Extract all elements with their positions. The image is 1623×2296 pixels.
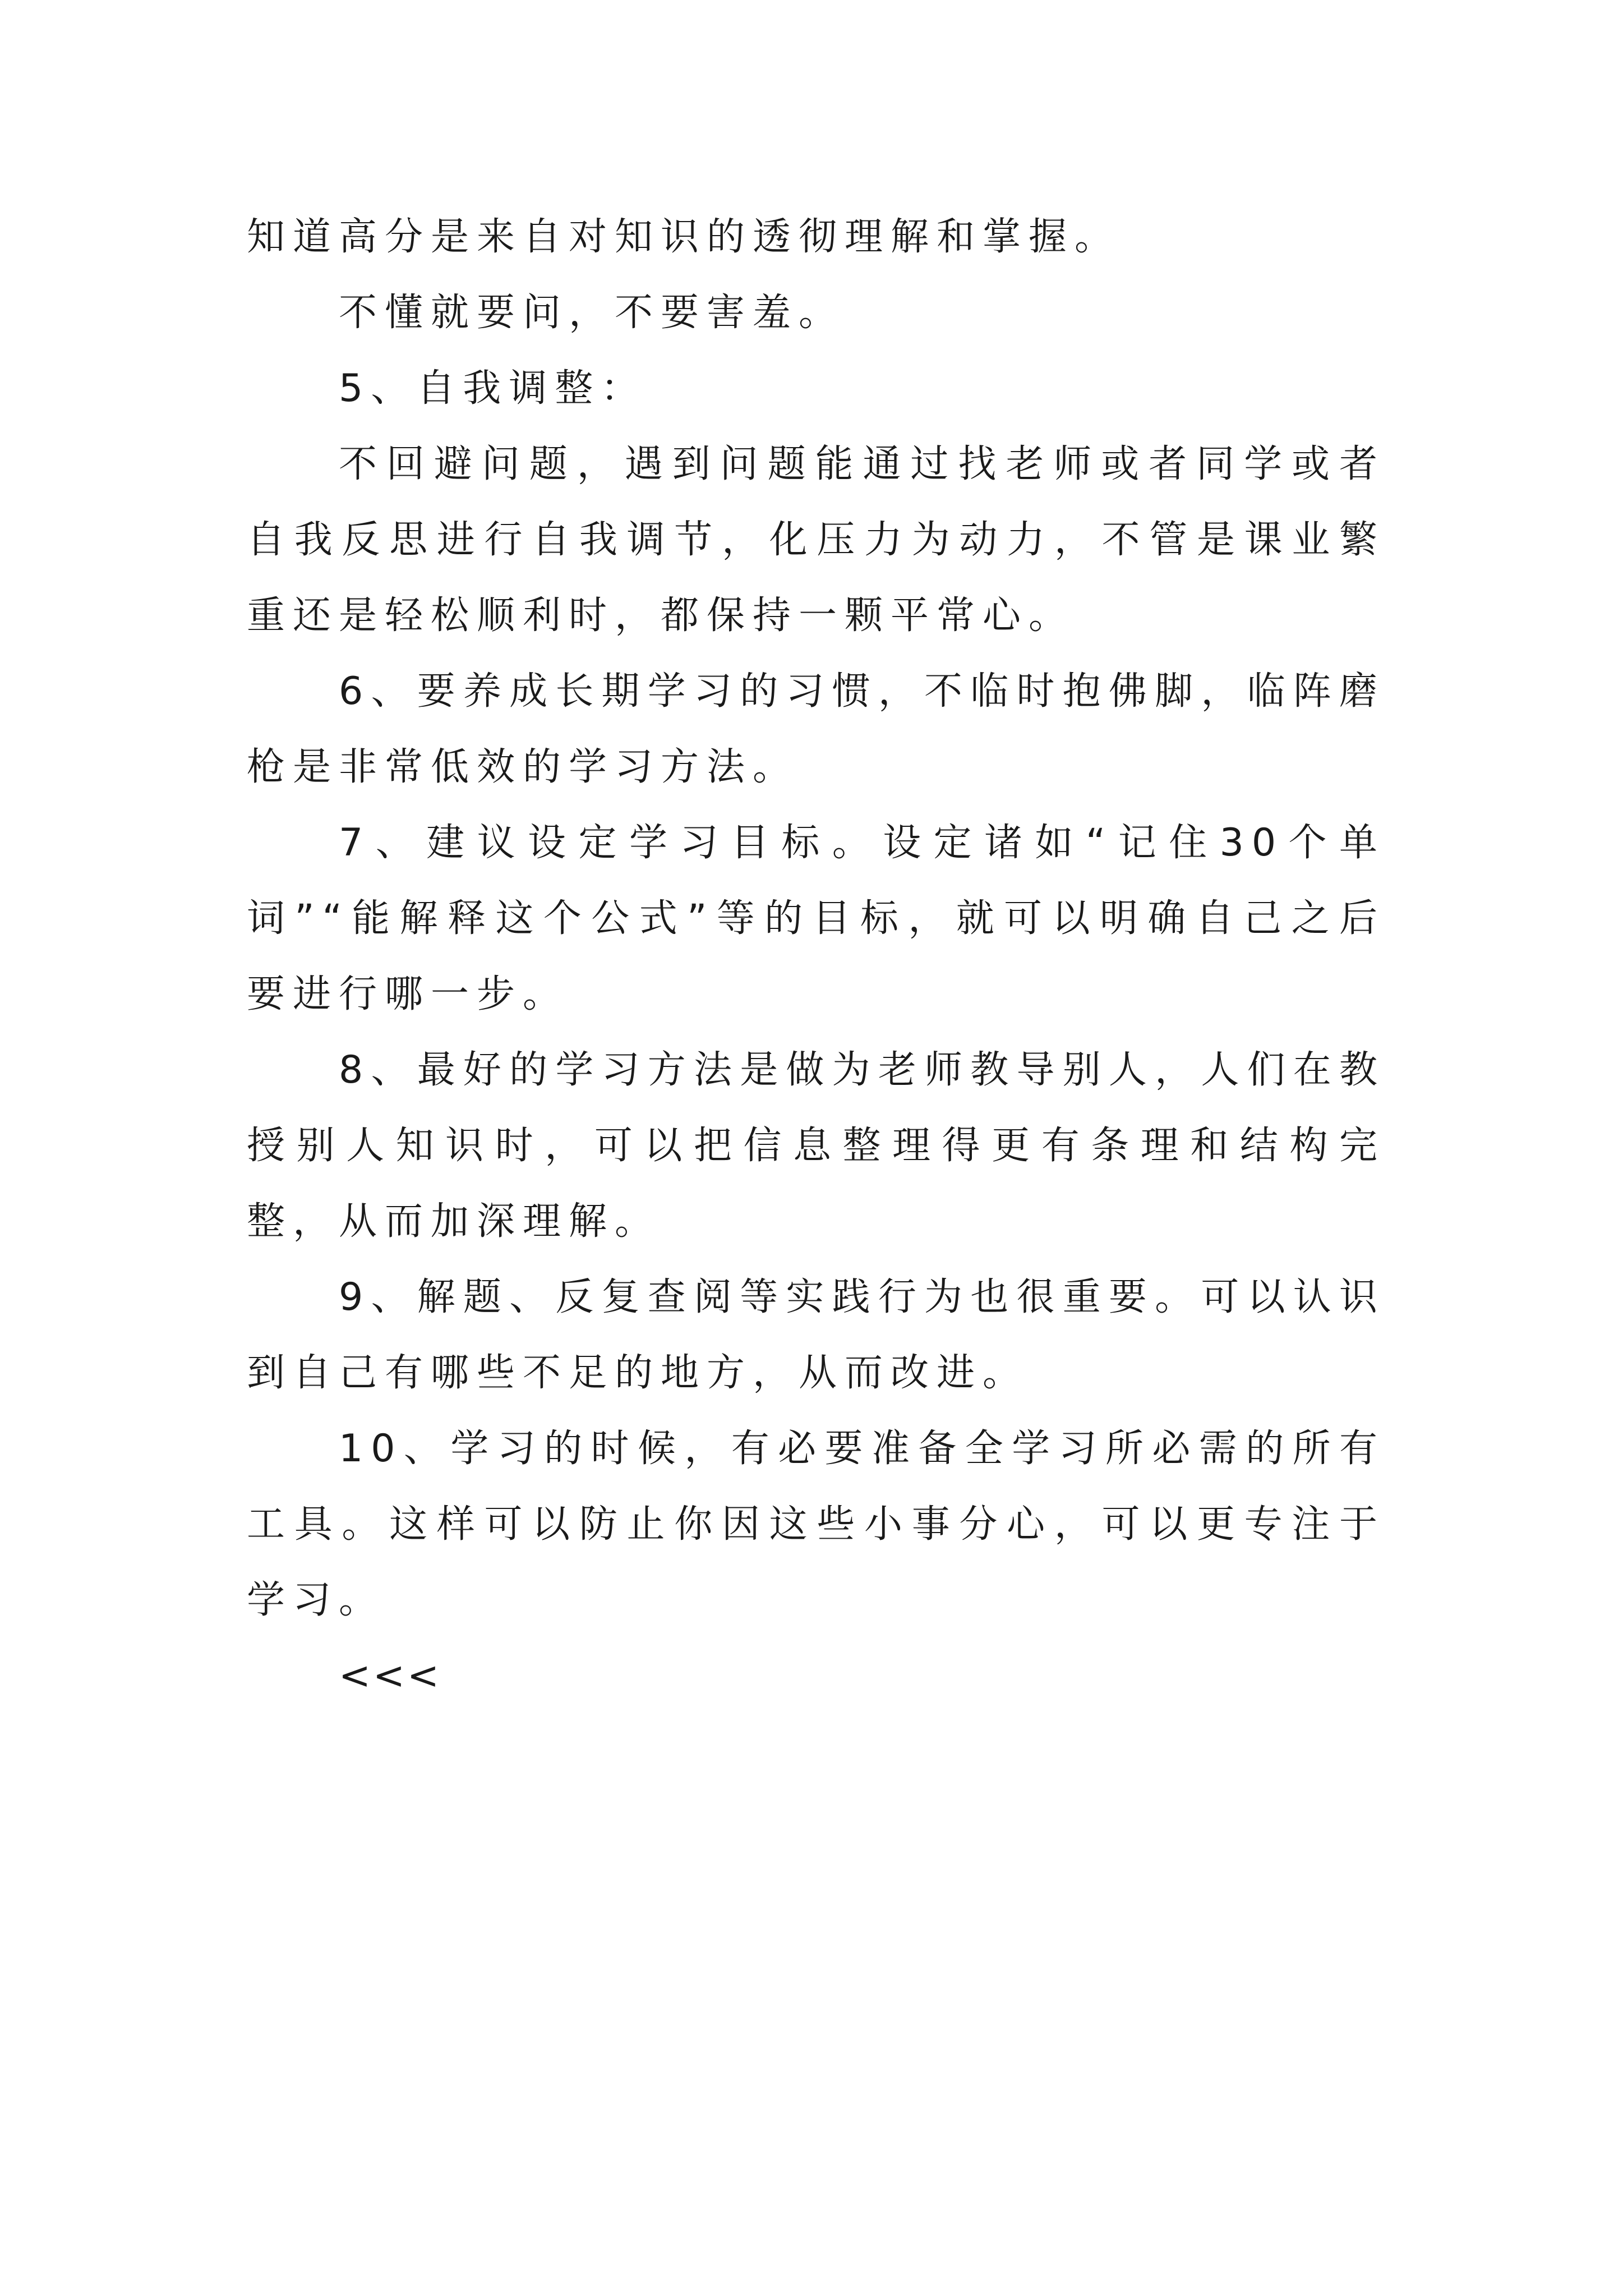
back-marker: <<< bbox=[339, 1654, 441, 1698]
document-body bbox=[247, 199, 1385, 1714]
paragraph-item-6: 6、要养成长期学习的习惯，不临时抱佛脚，临阵磨枪是非常低效的学习方法。 bbox=[247, 669, 1385, 789]
paragraph-heading-self-adjust: 5、自我调整： bbox=[339, 366, 647, 411]
paragraph-item-7: 7、建议设定学习目标。设定诸如“记住30个单词”“能解释这个公式”等的目标，就可以明确自己之后要进行哪一步。 bbox=[247, 821, 1385, 1016]
paragraph-item-8: 8、最好的学习方法是做为老师教导别人，人们在教授别人知识时，可以把信息整理得更有条理和结构完整，从而加深理解。 bbox=[247, 1048, 1385, 1244]
paragraph-item-9: 9、解题、反复查阅等实践行为也很重要。可以认识到自己有哪些不足的地方，从而改进。 bbox=[247, 1275, 1385, 1395]
paragraph-ask-questions: 不懂就要问，不要害羞。 bbox=[339, 291, 845, 335]
paragraph-item-10: 10、学习的时候，有必要准备全学习所必需的所有工具。这样可以防止你因这些小事分心，可以更专注于学习。 bbox=[247, 1427, 1385, 1622]
paragraph-continuation: 知道高分是来自对知识的透彻理解和掌握。 bbox=[247, 215, 1121, 259]
paragraph-self-adjust-body: 不回避问题，遇到问题能通过找老师或者同学或者自我反思进行自我调节，化压力为动力，不管是课业繁重还是轻松顺利时，都保持一颗平常心。 bbox=[247, 442, 1385, 638]
